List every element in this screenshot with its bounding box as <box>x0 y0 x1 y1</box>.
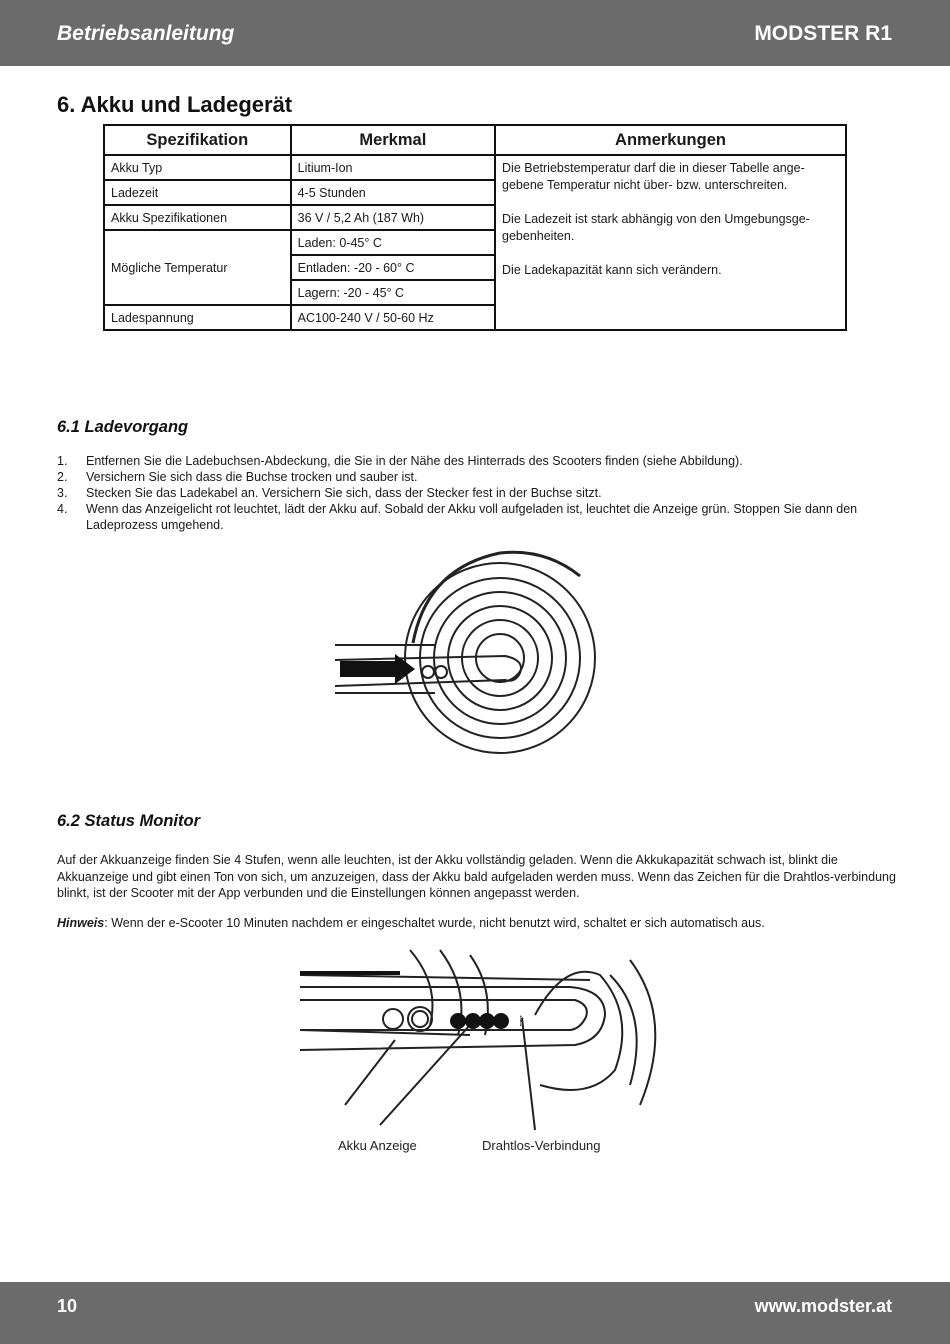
section-title: 6. Akku und Ladegerät <box>57 92 293 117</box>
battery-dot-icon <box>465 1013 481 1029</box>
cell-value: 4-5 Stunden <box>291 180 495 205</box>
hint-label: Hinweis <box>57 916 105 930</box>
table-row <box>104 155 846 180</box>
list-item <box>57 485 897 501</box>
website-link[interactable]: www.modster.at <box>754 1296 892 1316</box>
step-text: Entfernen Sie die Ladebuchsen-Abdeckung, die Sie in der Nähe des Hinterrads des Scooters finden (siehe Abbildung). <box>86 454 743 468</box>
step-number: 1. <box>57 454 68 468</box>
cell-value: Entladen: -20 - 60° C <box>291 255 495 280</box>
page-footer <box>0 1282 950 1344</box>
cell-value: Litium-Ion <box>291 155 495 180</box>
bluetooth-icon: ᛒ <box>518 1014 526 1028</box>
deck-edge-icon <box>300 971 400 975</box>
page-number: 10 <box>57 1296 78 1316</box>
header-title: Betriebsanleitung <box>57 22 235 45</box>
list-item <box>57 501 897 533</box>
battery-dot-icon <box>479 1013 495 1029</box>
step-text: Wenn das Anzeigelicht rot leuchtet, lädt der Akku auf. Sobald der Akku voll aufgeladen ist, leuchtet die Anzeige grün. Stoppen Sie dann den Ladeprozess umgehend. <box>86 502 858 532</box>
page-header <box>0 0 950 66</box>
cell-spec: Akku Typ <box>104 155 291 180</box>
note: Die Ladekapazität kann sich verändern. <box>502 263 722 277</box>
step-text: Stecken Sie das Ladekabel an. Versichern Sie sich, dass der Stecker fest in der Buchse sitzt. <box>86 486 602 500</box>
note: Die Ladezeit ist stark abhängig von den Umgebungsge-gebenheiten. <box>502 212 810 243</box>
battery-dot-icon <box>493 1013 509 1029</box>
cell-value: Lagern: -20 - 45° C <box>291 280 495 305</box>
table-header-row <box>104 125 846 155</box>
step-text: Versichern Sie sich dass die Buchse trocken und sauber ist. <box>86 470 418 484</box>
cell-value: Laden: 0-45° C <box>291 230 495 255</box>
status-text: Auf der Akkuanzeige finden Sie 4 Stufen, wenn alle leuchten, ist der Akku vollständig geladen. Wenn die Akkukapazität schwach ist, blinkt die Akkuanzeige und gibt einen Ton von sich, um anzuzeigen, dass der Akku bald aufgeladen werden muss. Wenn das Zeichen für die Drahtlos-verbindung blinkt, ist der Scooter mit der App verbunden und die Einstellungen können angepasst werden. <box>57 853 896 900</box>
charging-port-illustration <box>335 548 615 758</box>
cell-spec: Mögliche Temperatur <box>104 230 291 305</box>
charging-title: 6.1 Ladevorgang <box>57 418 189 436</box>
cell-notes <box>495 155 846 330</box>
status-title: 6.2 Status Monitor <box>57 812 201 830</box>
step-number: 4. <box>57 502 68 516</box>
callout-battery: Akku Anzeige <box>338 1138 417 1153</box>
hint-text: : Wenn der e-Scooter 10 Minuten nachdem er eingeschaltet wurde, nicht benutzt wird, schaltet er sich automatisch aus. <box>104 916 765 930</box>
charging-steps <box>57 453 897 533</box>
note: Die Betriebstemperatur darf die in dieser Tabelle ange-gebene Temperatur nicht über- bzw. unterschreiten. <box>502 161 805 192</box>
col-header: Spezifikation <box>104 125 291 155</box>
col-header: Merkmal <box>291 125 495 155</box>
step-number: 2. <box>57 470 68 484</box>
callout-wireless: Drahtlos-Verbindung <box>482 1138 601 1153</box>
col-header: Anmerkungen <box>495 125 846 155</box>
cell-spec: Ladezeit <box>104 180 291 205</box>
cell-spec: Ladespannung <box>104 305 291 330</box>
battery-dot-icon <box>450 1013 466 1029</box>
list-item <box>57 453 897 469</box>
cell-spec: Akku Spezifikationen <box>104 205 291 230</box>
status-monitor-illustration <box>290 945 670 1130</box>
cell-value: 36 V / 5,2 Ah (187 Wh) <box>291 205 495 230</box>
cell-value: AC100-240 V / 50-60 Hz <box>291 305 495 330</box>
hint <box>57 915 897 932</box>
spec-table <box>103 124 847 331</box>
list-item <box>57 469 897 485</box>
header-product: MODSTER R1 <box>754 22 892 45</box>
step-number: 3. <box>57 486 68 500</box>
